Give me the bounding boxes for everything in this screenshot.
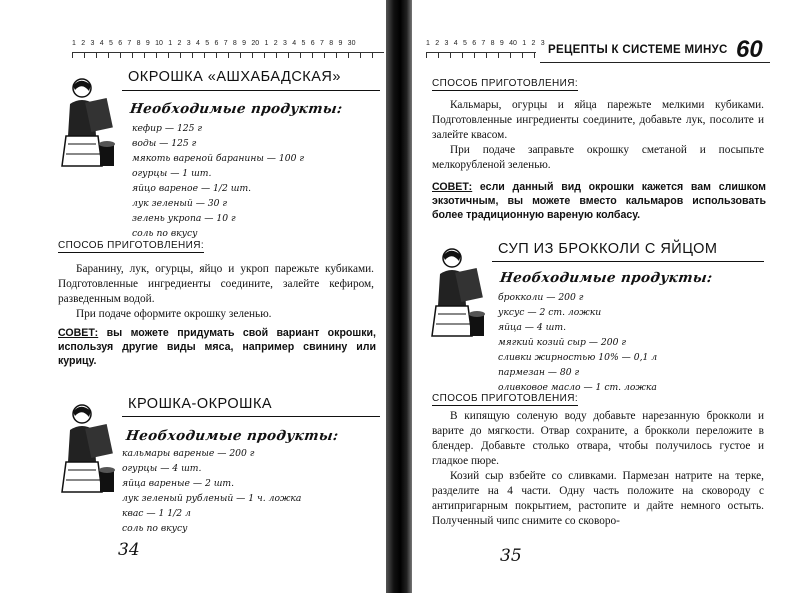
recipe1-title-rule <box>122 90 380 91</box>
ingredient-item: яйцо вареное — 1/2 шт. <box>132 183 252 194</box>
cook-woman-illustration-icon <box>424 244 494 342</box>
tip-text: если данный вид окрошки кажется вам слишком экзотичным, вы можете вместо кальмаров использовать более традиционную вареную колбасу. <box>432 181 766 221</box>
right-page-number: 35 <box>500 546 522 566</box>
ingredient-item: воды — 125 г <box>132 138 197 149</box>
recipe2-ingredients-heading: Необходимые продукты: <box>124 428 340 444</box>
ingredient-item: соль по вкусу <box>122 523 188 534</box>
ingredient-item: яйца — 4 шт. <box>498 322 567 333</box>
method-paragraph: Козий сыр взбейте со сливками. Пармезан натрите на терке, разделите на 4 части. Одну часть положите на сковороду с антипригарным покрытием, растопите и дайте немного остыть. Полученный чипс снимите со сковоро- <box>432 470 764 527</box>
recipe1-ingredients-list <box>132 121 304 241</box>
left-ruler <box>72 40 384 58</box>
recipe2-method-heading: СПОСОБ ПРИГОТОВЛЕНИЯ: <box>432 78 579 89</box>
recipe3-ingredients-list <box>498 290 657 395</box>
recipe3-ingredients-heading: Необходимые продукты: <box>498 270 714 286</box>
recipe1-ingredients-heading: Необходимые продукты: <box>128 101 344 117</box>
left-page-number: 34 <box>118 540 140 560</box>
recipe2-title: КРОШКА-ОКРОШКА <box>128 396 273 412</box>
left-ruler-ticks <box>72 52 384 58</box>
right-ruler <box>426 40 545 58</box>
ingredient-item: оливковое масло — 1 ст. ложка <box>498 382 657 393</box>
ingredient-item: зелень укропа — 10 г <box>132 213 236 224</box>
ingredient-item: уксус — 2 ст. ложки <box>498 307 602 318</box>
ingredient-item: лук зеленый — 30 г <box>132 198 228 209</box>
ingredient-item: кефир — 125 г <box>132 123 203 134</box>
recipe2-tip <box>432 180 766 222</box>
ingredient-item: огурцы — 4 шт. <box>122 463 202 474</box>
recipe2-method-text <box>432 98 764 173</box>
ingredient-item: брокколи — 200 г <box>498 292 584 303</box>
recipe1-tip <box>58 326 376 368</box>
ingredient-item: лук зеленый рубленый — 1 ч. ложка <box>122 493 302 504</box>
recipe1-method-heading: СПОСОБ ПРИГОТОВЛЕНИЯ: <box>58 240 205 251</box>
tip-label: СОВЕТ: <box>58 327 99 339</box>
running-head-rule <box>540 62 770 63</box>
method-paragraph: При подаче заправьте окрошку сметаной и посыпьте мелкорубленой зеленью. <box>432 144 764 171</box>
ingredient-item: кальмары вареные — 200 г <box>122 448 255 459</box>
recipe2-title-rule <box>122 416 380 417</box>
ingredient-item: яйца вареные — 2 шт. <box>122 478 235 489</box>
recipe3-title-rule <box>492 261 764 262</box>
running-page-number: 60 <box>736 36 763 63</box>
right-ruler-numbers: 1 2 3 4 5 6 7 8 9 40 1 2 3 <box>426 40 545 47</box>
recipe1-method-text <box>58 262 374 322</box>
ingredient-item: огурцы — 1 шт. <box>132 168 212 179</box>
left-page <box>0 0 386 593</box>
cook-woman-illustration-icon <box>54 74 124 172</box>
method-paragraph: При подаче оформите окрошку зеленью. <box>76 308 272 320</box>
method-paragraph: Баранину, лук, огурцы, яйцо и укроп парежьте кубиками. Подготовленные ингредиенты соедините, залейте кефиром, разведенным водой. <box>58 263 374 305</box>
ingredient-item: соль по вкусу <box>132 228 198 239</box>
method-paragraph: В кипящую соленую воду добавьте нарезанную брокколи и варите до мягкости. Отвар сохраните, а брокколи переложите в блендер. Добавьте столько отвара, чтобы получилось густое и гладкое пюре. <box>432 410 764 467</box>
running-head: РЕЦЕПТЫ К СИСТЕМЕ МИНУС <box>548 44 728 56</box>
book-spine <box>386 0 412 593</box>
right-ruler-ticks <box>426 52 536 58</box>
recipe2-ingredients-list <box>122 446 301 536</box>
recipe3-title: СУП ИЗ БРОККОЛИ С ЯЙЦОМ <box>498 241 718 257</box>
method-paragraph: Кальмары, огурцы и яйца парежьте мелкими кубиками. Подготовленные ингредиенты соедините, добавьте лук, посолите и залейте квасом. <box>432 99 764 141</box>
ingredient-item: квас — 1 1/2 л <box>122 508 191 519</box>
left-ruler-numbers: 1 2 3 4 5 6 7 8 9 10 1 2 3 4 5 6 7 8 9 20 1 2 3 4 5 6 7 8 9 30 <box>72 40 356 47</box>
tip-text: вы можете придумать свой вариант окрошки, используя другие виды мяса, например свинину или курицу. <box>58 327 376 367</box>
tip-label: СОВЕТ: <box>432 181 473 193</box>
recipe1-title: ОКРОШКА «АШХАБАДСКАЯ» <box>128 69 341 85</box>
ingredient-item: пармезан — 80 г <box>498 367 580 378</box>
recipe3-method-heading: СПОСОБ ПРИГОТОВЛЕНИЯ: <box>432 393 579 404</box>
cook-woman-illustration-icon <box>54 400 124 498</box>
ingredient-item: мякоть вареной баранины — 100 г <box>132 153 304 164</box>
ingredient-item: сливки жирностью 10% — 0,1 л <box>498 352 658 363</box>
recipe3-method-text <box>432 409 764 529</box>
ingredient-item: мягкий козий сыр — 200 г <box>498 337 627 348</box>
